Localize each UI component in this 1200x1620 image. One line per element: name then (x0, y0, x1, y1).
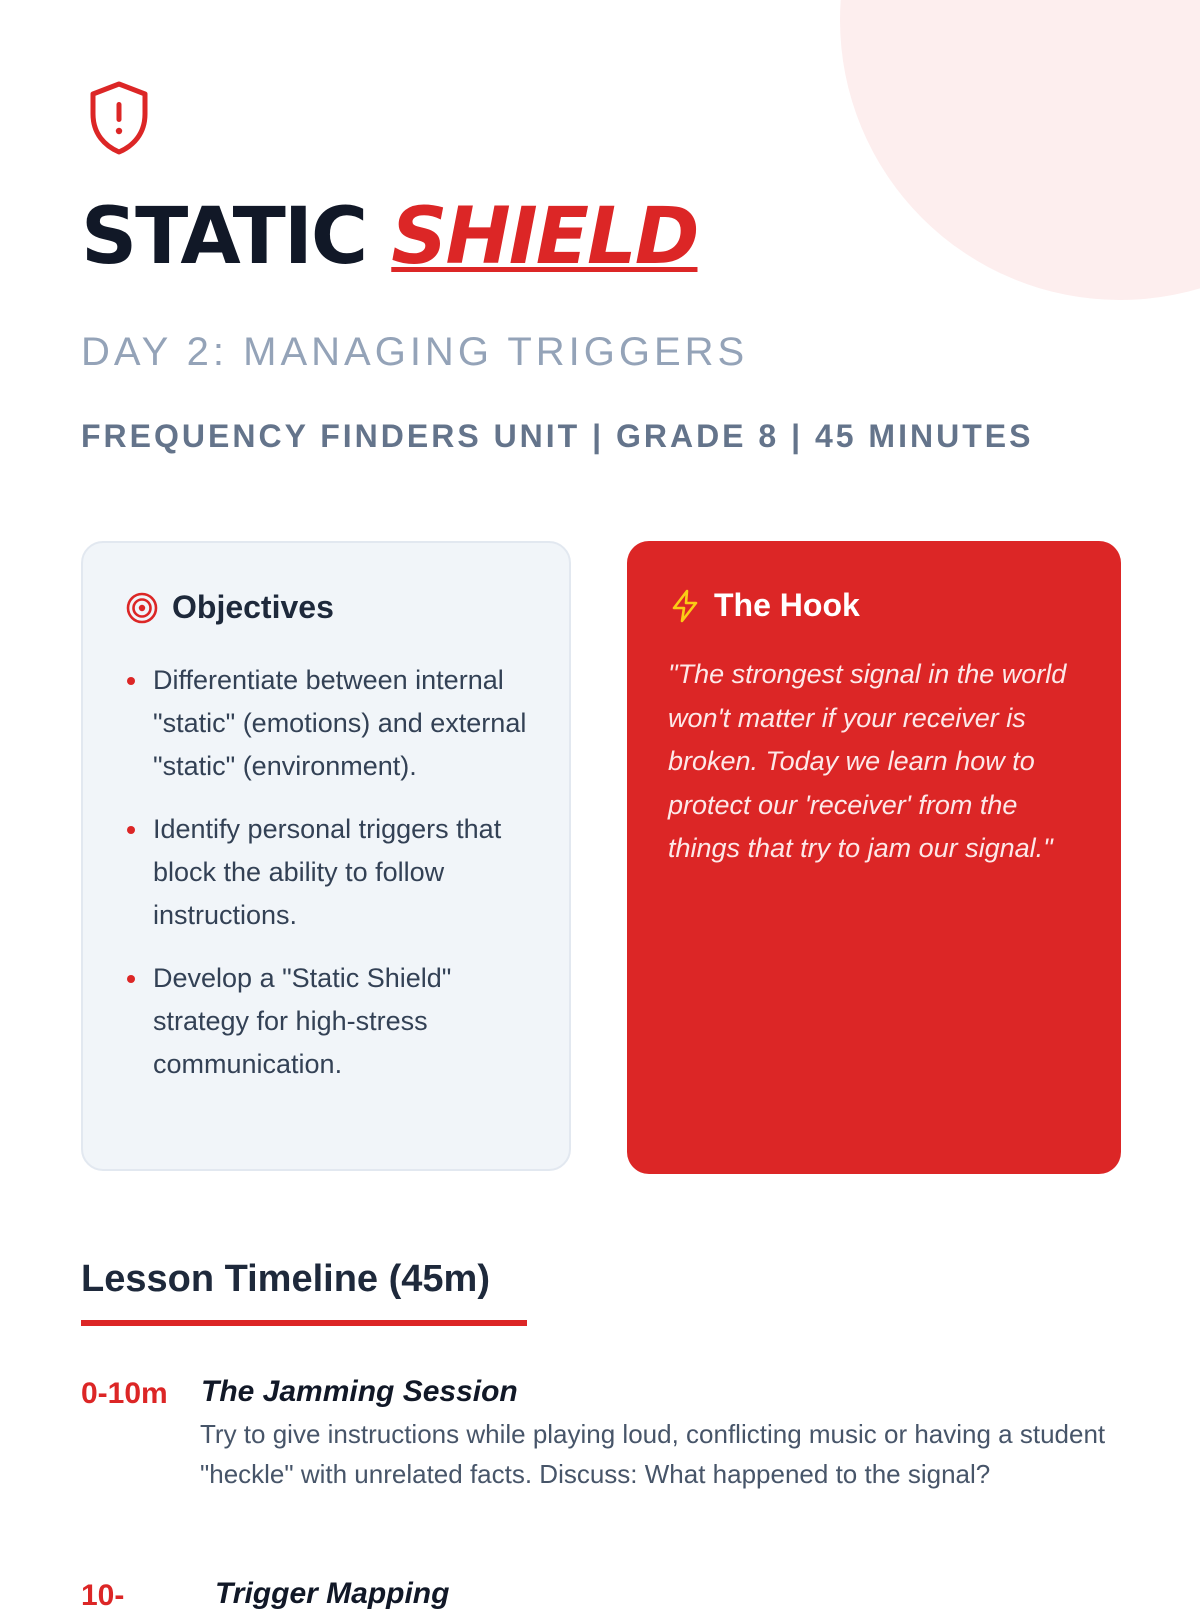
title-accent: SHIELD (391, 192, 698, 282)
objectives-list (127, 659, 547, 1106)
page-subtitle: DAY 2: MANAGING TRIGGERS (81, 330, 749, 374)
objectives-title: Objectives (172, 589, 334, 625)
lesson-meta: FREQUENCY FINDERS UNIT | GRADE 8 | 45 MINUTES (81, 418, 1034, 454)
page-title (81, 192, 697, 282)
list-item (127, 659, 547, 788)
objective-text: Develop a "Static Shield" strategy for high-stress communication. (153, 963, 452, 1079)
hook-quote: "The strongest signal in the world won't matter if your receiver is broken. Today we learn how to protect our 'receiver' from the things that try to jam our signal." (668, 659, 1067, 863)
hook-card (627, 541, 1121, 1174)
timeline-activity-description: Try to give instructions while playing loud, conflicting music or having a student "heckle" with unrelated facts. Discuss: What happened to the signal? (200, 1419, 1106, 1489)
list-item (127, 957, 547, 1086)
bullet-icon (127, 975, 135, 983)
decorative-corner-circle (840, 0, 1200, 300)
hook-title: The Hook (714, 587, 860, 623)
list-item (127, 808, 547, 937)
timeline-time: 10- (81, 1579, 125, 1612)
shield-alert-icon (87, 80, 151, 156)
objective-text: Identify personal triggers that block the ability to follow instructions. (153, 814, 502, 930)
objectives-header (126, 589, 334, 626)
timeline-time: 0-10m (81, 1377, 168, 1410)
timeline-title-underline (81, 1320, 527, 1326)
objectives-card (81, 541, 571, 1171)
bullet-icon (127, 677, 135, 685)
lightning-icon (670, 589, 700, 623)
target-icon (126, 592, 158, 624)
hook-header (670, 587, 860, 624)
timeline-activity-name: Trigger Mapping (215, 1577, 450, 1610)
bullet-icon (127, 826, 135, 834)
timeline-title: Lesson Timeline (45m) (81, 1258, 490, 1300)
timeline-activity-name: The Jamming Session (201, 1375, 518, 1408)
objective-text: Differentiate between internal "static" (emotions) and external "static" (environment). (153, 665, 527, 781)
title-main: STATIC (81, 192, 367, 282)
